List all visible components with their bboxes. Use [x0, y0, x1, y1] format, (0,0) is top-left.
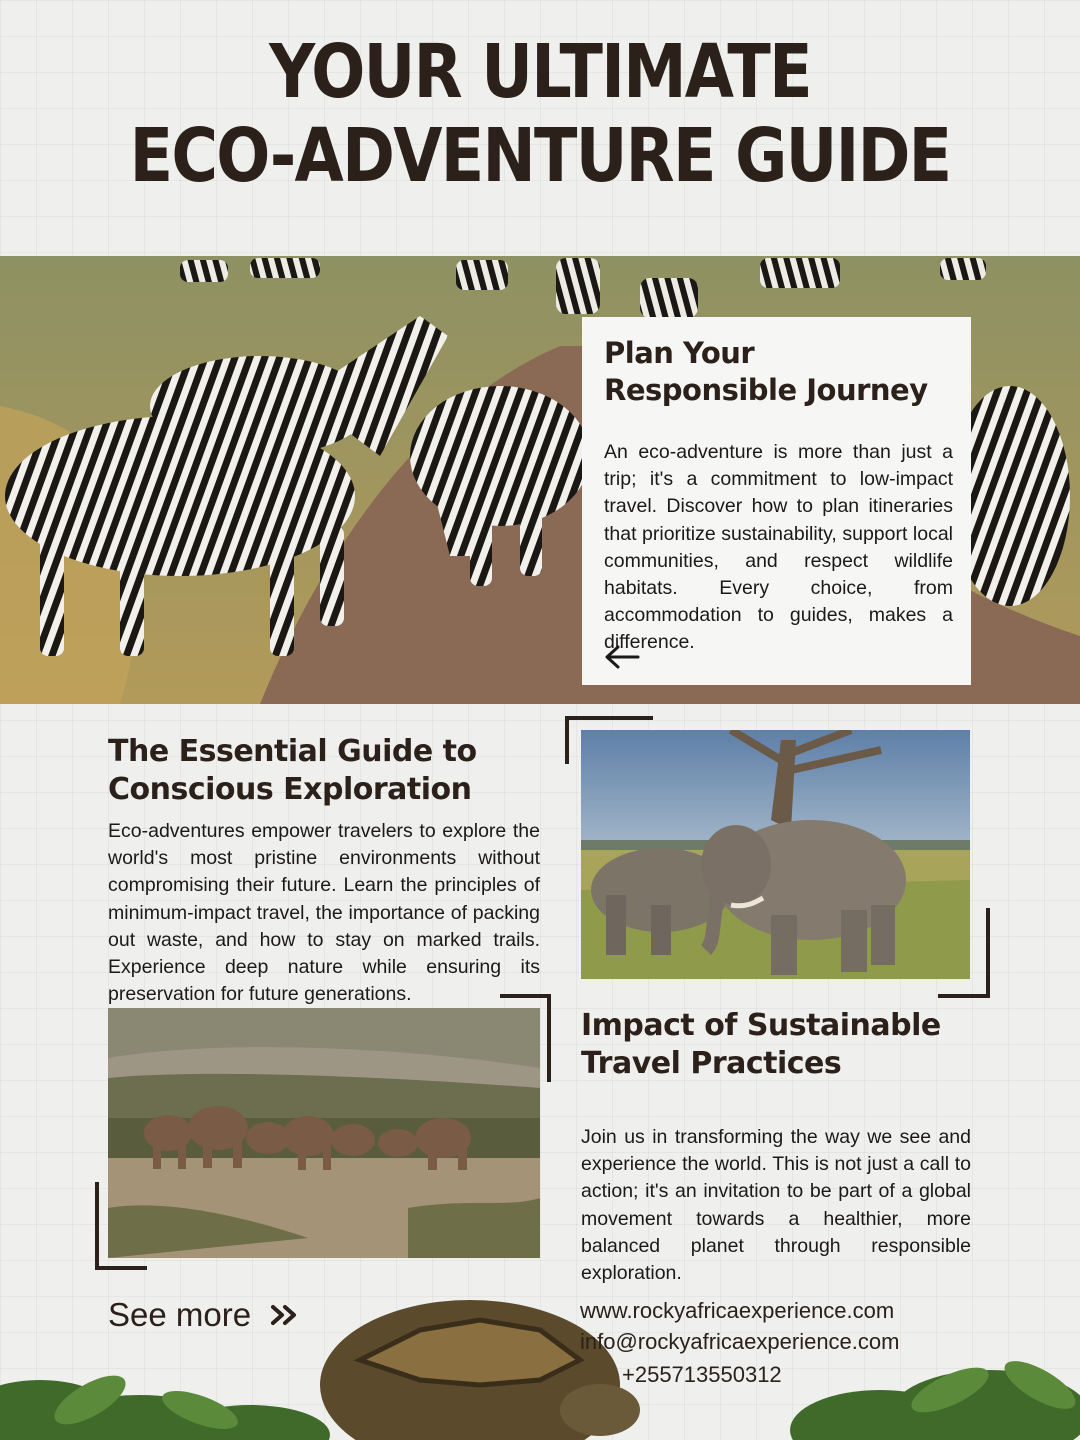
impact-body: Join us in transforming the way we see and experience the world. This is not just a call to action; it's an invitation to be part of a global movement towards a healthier, more balanced planet through responsible exploration. — [581, 1126, 971, 1285]
frame-corner — [565, 716, 569, 764]
impact-heading-line-1: Impact of Sustainable — [581, 1008, 941, 1043]
phone-number[interactable]: +255713550312 — [622, 1362, 782, 1387]
email-link[interactable]: info@rockyafricaexperience.com — [580, 1329, 900, 1354]
title-line-1: YOUR ULTIMATE — [269, 29, 811, 115]
elephant-tree-photo — [581, 730, 970, 979]
frame-corner — [95, 1266, 147, 1270]
see-more-link[interactable] — [108, 1296, 301, 1334]
see-more-label: See more — [108, 1296, 252, 1333]
plan-body: An eco-adventure is more than just a trip; it's a commitment to low-impact travel. Discover how to plan itineraries that prioritize sustainability, support local communities, and respect wildlife habitats. Every choice, from accommodation to guides, makes a difference. — [604, 441, 953, 654]
frame-corner — [938, 994, 990, 998]
title-line-2: ECO-ADVENTURE GUIDE — [129, 113, 951, 199]
page-title — [76, 30, 1005, 198]
plan-journey-card — [582, 317, 971, 685]
impact-heading-line-2: Travel Practices — [581, 1046, 842, 1081]
elephant-tree-scene — [581, 730, 970, 979]
essential-heading — [108, 733, 578, 809]
frame-corner — [500, 994, 551, 998]
arrow-left-icon[interactable] — [602, 642, 642, 672]
frame-corner — [95, 1182, 99, 1270]
essential-heading-line-1: The Essential Guide to — [108, 734, 477, 769]
frame-corner — [986, 908, 990, 998]
frame-corner — [547, 994, 551, 1082]
plan-heading-line-1: Plan Your — [604, 336, 755, 370]
website-link[interactable]: www.rockyafricaexperience.com — [580, 1298, 895, 1323]
essential-heading-line-2: Conscious Exploration — [108, 772, 472, 807]
impact-heading — [581, 1007, 1001, 1083]
frame-corner — [565, 716, 653, 720]
elephant-herd-photo — [108, 1008, 540, 1258]
elephant-herd-scene — [108, 1008, 540, 1258]
plan-heading-line-2: Responsible Journey — [604, 373, 928, 407]
plan-heading — [604, 335, 953, 409]
double-chevron-right-icon — [269, 1303, 301, 1327]
essential-body: Eco-adventures empower travelers to explore the world's most pristine environments without compromising their future. Learn the principles of minimum-impact travel, the importance of packing out waste, and how to stay on marked trails. Experience deep nature while ensuring its preservation for future generations. — [108, 820, 540, 1006]
